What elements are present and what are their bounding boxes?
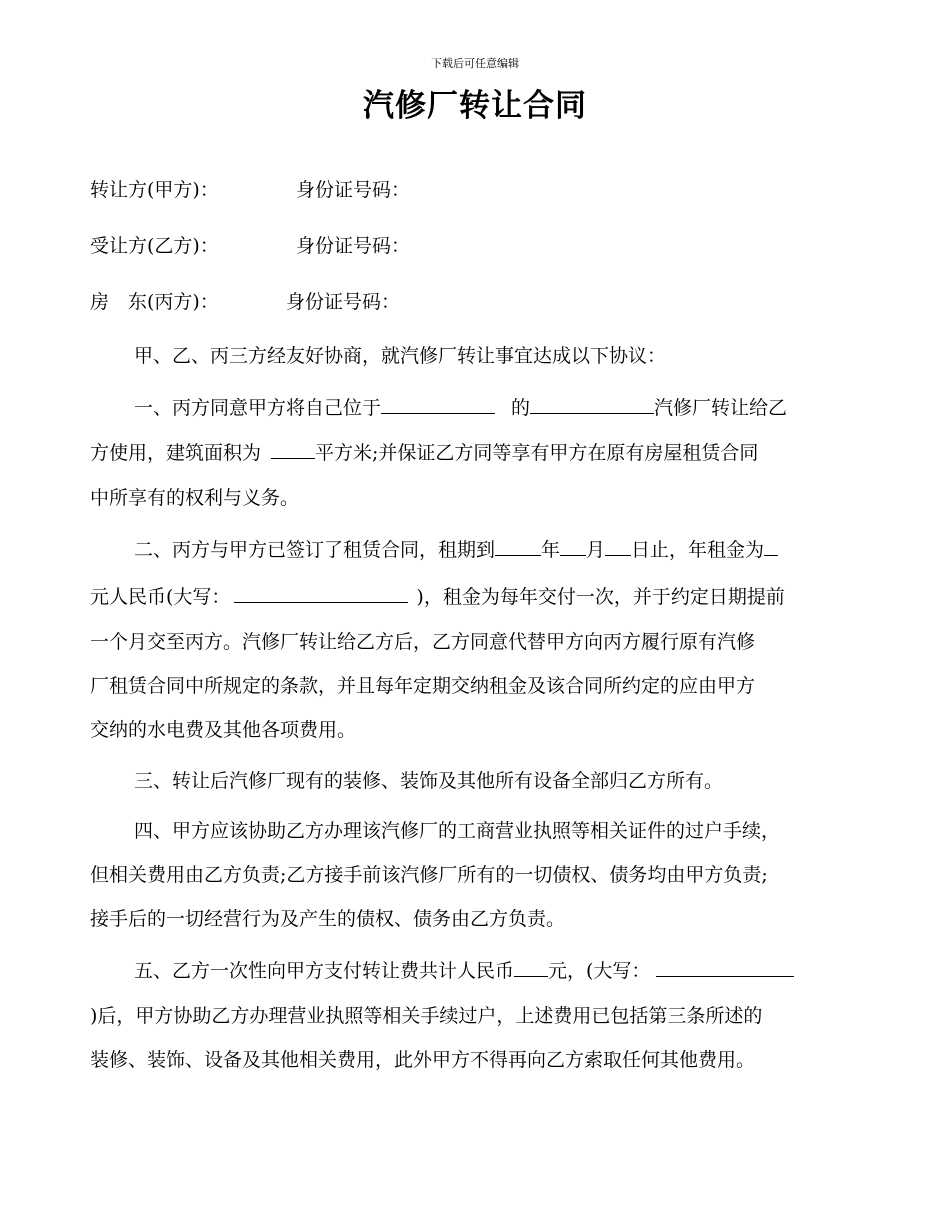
clause-5-line-3: 装修、装饰、设备及其他相关费用，此外甲方不得再向乙方索取任何其他费用。 bbox=[90, 1049, 756, 1071]
clause-5-text-a: 五、乙方一次性向甲方支付转让费共计人民币 bbox=[134, 960, 515, 982]
download-note: 下载后可任意编辑 bbox=[431, 57, 519, 70]
party-a-label: 转让方(甲方)： bbox=[90, 179, 219, 201]
clause-4-line-1: 四、甲方应该协助乙方办理该汽修厂的工商营业执照等相关证件的过户手续， bbox=[134, 820, 781, 842]
clause-5-text-b: 元，(大写： bbox=[548, 960, 651, 982]
clause-4-line-3: 接手后的一切经营行为及产生的债权、债务由乙方负责。 bbox=[90, 908, 566, 930]
clause-2-line-2 bbox=[90, 584, 880, 610]
party-b-id-label: 身份证号码： bbox=[296, 235, 411, 257]
fee-blank bbox=[514, 958, 548, 977]
clause-4-line-2: 但相关费用由乙方负责;乙方接手前该汽修厂所有的一切债权、债务均由甲方负责; bbox=[90, 864, 768, 886]
intro-paragraph: 甲、乙、丙三方经友好协商，就汽修厂转让事宜达成以下协议： bbox=[134, 345, 667, 367]
clause-5-line-1 bbox=[90, 958, 924, 984]
clause-1-line-2 bbox=[90, 440, 880, 466]
party-b-label: 受让方(乙方)： bbox=[90, 235, 219, 257]
clause-2-line-5: 交纳的水电费及其他各项费用。 bbox=[90, 719, 357, 741]
clause-2-line-3: 一个月交至丙方。汽修厂转让给乙方后，乙方同意代替甲方向丙方履行原有汽修 bbox=[90, 631, 756, 653]
clause-5-line-2: )后，甲方协助乙方办理营业执照等相关手续过户，上述费用已包括第三条所述的 bbox=[90, 1005, 763, 1027]
party-c-id-label: 身份证号码： bbox=[286, 291, 401, 313]
year-blank bbox=[495, 537, 541, 556]
party-b-line bbox=[90, 233, 880, 259]
clause-1-line-3: 中所享有的权利与义务。 bbox=[90, 487, 300, 509]
clause-2-line-1 bbox=[90, 537, 924, 563]
clause-1-text-b: 的 bbox=[511, 397, 531, 419]
rent-blank bbox=[764, 537, 778, 556]
area-blank bbox=[271, 440, 315, 459]
month-blank bbox=[560, 537, 586, 556]
clause-2-line-4: 厂租赁合同中所规定的条款，并且每年定期交纳租金及该合同所约定的应由甲方 bbox=[90, 675, 756, 697]
clause-2-text-f: )，租金为每年交付一次，并于约定日期提前 bbox=[416, 586, 785, 608]
rent-words-blank bbox=[234, 584, 408, 603]
address-blank bbox=[530, 395, 654, 414]
clause-1-text-a: 一、丙方同意甲方将自己位于 bbox=[134, 397, 382, 419]
clause-2-text-c: 月 bbox=[586, 539, 606, 561]
clause-1-text-d: 方使用，建筑面积为 bbox=[90, 442, 262, 464]
party-c-label: 房 东(丙方)： bbox=[90, 291, 219, 313]
party-a-line bbox=[90, 177, 880, 203]
clause-1-line-1 bbox=[90, 395, 924, 421]
clause-2-text-e: 元人民币(大写： bbox=[90, 586, 231, 608]
party-c-line bbox=[90, 289, 880, 315]
location-blank bbox=[381, 395, 495, 414]
day-blank bbox=[605, 537, 631, 556]
document-title: 汽修厂转让合同 bbox=[363, 88, 587, 124]
party-a-id-label: 身份证号码： bbox=[296, 179, 411, 201]
clause-2-text-d: 日止，年租金为 bbox=[631, 539, 765, 561]
clause-2-text-a: 二、丙方与甲方已签订了租赁合同，租期到 bbox=[134, 539, 496, 561]
fee-words-blank bbox=[656, 958, 794, 977]
clause-2-text-b: 年 bbox=[541, 539, 561, 561]
clause-1-text-c: 汽修厂转让给乙 bbox=[654, 397, 788, 419]
clause-3-paragraph: 三、转让后汽修厂现有的装修、装饰及其他所有设备全部归乙方所有。 bbox=[134, 770, 724, 792]
clause-1-text-e: 平方米;并保证乙方同等享有甲方在原有房屋租赁合同 bbox=[315, 442, 759, 464]
